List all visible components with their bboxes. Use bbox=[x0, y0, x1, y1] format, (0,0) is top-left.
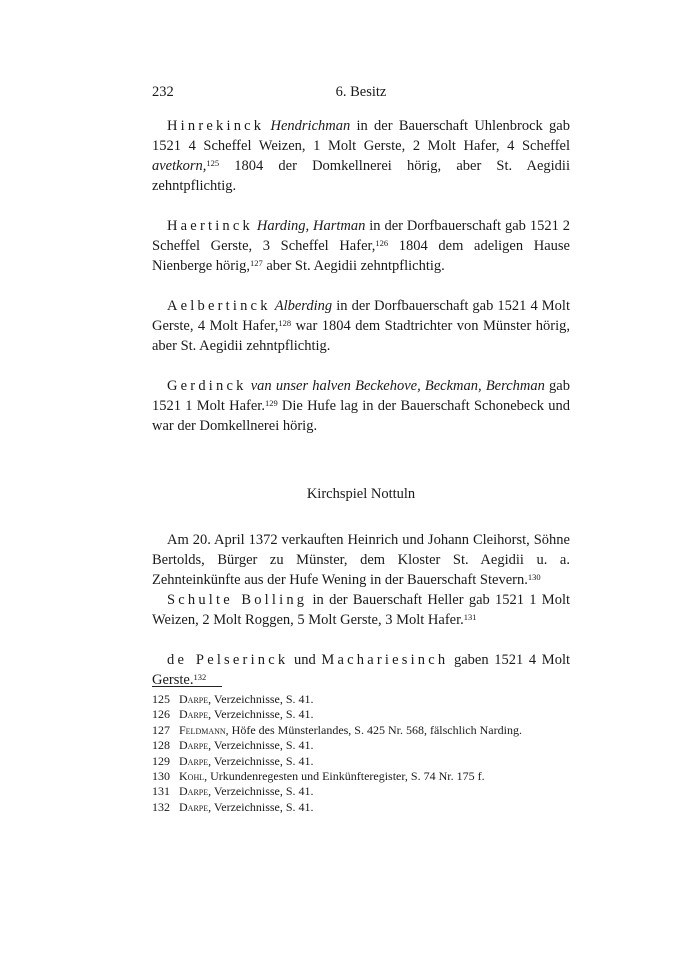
footnote-text: , Verzeichnisse, S. 41. bbox=[208, 799, 314, 814]
entry-text: Am 20. April 1372 verkauften Heinrich und Johann Cleihorst, Söhne Bertolds, Bürger zu Münster, dem Kloster St. Aegidii u. a. Zehnteinkünfte aus der Hufe Wening in der Bauerschaft Stevern. bbox=[152, 532, 570, 588]
footnote-ref: 132 bbox=[193, 672, 207, 682]
footnote-author: Darpe bbox=[179, 738, 209, 753]
footnote-author: Darpe bbox=[179, 753, 209, 768]
footnote bbox=[152, 723, 570, 738]
footnote-ref: 130 bbox=[527, 572, 541, 582]
footnote bbox=[152, 738, 570, 753]
name-variants: Hendrichman bbox=[270, 118, 351, 134]
entry-aelbertinck bbox=[152, 296, 570, 356]
running-title: 6. Besitz bbox=[335, 84, 387, 100]
footnotes bbox=[152, 692, 570, 815]
entry-hinrekinck bbox=[152, 116, 570, 196]
farm-name: Gerdinck bbox=[167, 378, 247, 394]
section-title: Kirchspiel Nottuln bbox=[306, 486, 416, 502]
footnote-number: 127 bbox=[152, 722, 170, 737]
main-text bbox=[152, 116, 570, 690]
term: avetkorn, bbox=[152, 158, 207, 174]
footnote-text: , Verzeichnisse, S. 41. bbox=[208, 692, 314, 706]
footnote-text: , Verzeichnisse, S. 41. bbox=[208, 707, 314, 722]
footnote-text: , Urkundenregesten und Einkünfteregister, S. 74 Nr. 175 f. bbox=[204, 769, 485, 784]
entry-text: in der Dorfbauerschaft gab 1521 2 Scheffel Gerste, 3 Scheffel Hafer, bbox=[152, 218, 570, 254]
entry-text: gaben 1521 4 Molt Gerste. bbox=[152, 652, 571, 688]
footnote-rule bbox=[152, 686, 222, 687]
entry-text: 1804 dem adeligen Hause Nienberge hörig, bbox=[152, 238, 570, 274]
footnote-author: Kohl bbox=[179, 769, 205, 784]
footnote bbox=[152, 754, 570, 769]
entry-text: in der Bauerschaft Uhlenbrock gab 1521 4 Scheffel Weizen, 1 Molt Gerste, 2 Molt Hafer, 4 Scheffel bbox=[152, 118, 570, 154]
name-variants: Harding, Hartman bbox=[256, 218, 366, 234]
farm-name: Aelbertinck bbox=[167, 298, 271, 314]
entry-text: war 1804 dem Stadtrichter von Münster hörig, aber St. Aegidii zehntpflichtig. bbox=[152, 318, 571, 354]
entry-text: in der Dorfbauerschaft gab 1521 4 Molt Gerste, 4 Molt Hafer, bbox=[152, 298, 570, 334]
footnote-author: Darpe bbox=[179, 707, 209, 722]
footnote-text: , Verzeichnisse, S. 41. bbox=[208, 738, 314, 753]
footnote-text: , Verzeichnisse, S. 41. bbox=[208, 753, 314, 768]
farm-name: Haertinck bbox=[167, 218, 253, 234]
entry-haertinck bbox=[152, 216, 570, 276]
entry-schulte-bolling bbox=[152, 590, 570, 630]
footnote bbox=[152, 707, 570, 722]
entry-text: Die Hufe lag in der Bauerschaft Schonebeck und war der Domkellnerei hörig. bbox=[152, 398, 570, 434]
footnote-text: , Höfe des Münsterlandes, S. 425 Nr. 568, fälschlich Narding. bbox=[225, 722, 522, 737]
footnote bbox=[152, 769, 570, 784]
footnote-author: Darpe bbox=[179, 692, 209, 706]
farm-name: Machariesinch bbox=[321, 652, 449, 668]
footnote bbox=[152, 800, 570, 815]
entry-pelserinck bbox=[152, 650, 570, 690]
name-variants: Alberding bbox=[274, 298, 333, 314]
farm-name: de Pelserinck bbox=[167, 652, 289, 668]
footnote bbox=[152, 784, 570, 799]
farm-name: Hinrekinck bbox=[167, 118, 265, 134]
footnote-number: 128 bbox=[152, 738, 170, 753]
footnote-ref: 131 bbox=[463, 612, 477, 622]
footnote-ref: 128 bbox=[278, 318, 292, 328]
entry-text: gab 1521 1 Molt Hafer. bbox=[152, 378, 570, 414]
footnote-number: 129 bbox=[152, 753, 170, 768]
entry-text: in der Bauerschaft Heller gab 1521 1 Molt Weizen, 2 Molt Roggen, 5 Molt Gerste, 3 Molt Hafer. bbox=[152, 592, 570, 628]
page-header bbox=[152, 84, 570, 104]
footnote-ref: 129 bbox=[264, 398, 278, 408]
entry-text: und bbox=[288, 652, 322, 668]
footnote-number: 125 bbox=[152, 692, 170, 706]
footnote-number: 132 bbox=[152, 799, 170, 814]
entry-text: 1804 der Domkellnerei hörig, aber St. Aegidii zehntpflichtig. bbox=[152, 158, 570, 194]
page-number: 232 bbox=[152, 84, 174, 100]
footnote-author: Darpe bbox=[179, 784, 209, 799]
footnote bbox=[152, 692, 570, 707]
entry-gerdinck bbox=[152, 376, 570, 436]
farm-name: Schulte Bolling bbox=[167, 592, 308, 608]
name-variants: van unser halven Beckehove, Beckman, Berchman bbox=[250, 378, 545, 394]
footnote-number: 130 bbox=[152, 769, 170, 784]
footnote-author: Feldmann bbox=[179, 722, 226, 737]
entry-nottuln-intro bbox=[152, 530, 570, 590]
footnote-ref: 125 bbox=[206, 158, 220, 168]
footnote-number: 126 bbox=[152, 707, 170, 722]
footnote-author: Darpe bbox=[179, 799, 209, 814]
entry-text: aber St. Aegidii zehntpflichtig. bbox=[262, 258, 445, 274]
footnote-text: , Verzeichnisse, S. 41. bbox=[208, 784, 314, 799]
footnote-number: 131 bbox=[152, 784, 170, 799]
footnote-ref: 126 bbox=[375, 238, 389, 248]
footnote-ref: 127 bbox=[249, 258, 263, 268]
